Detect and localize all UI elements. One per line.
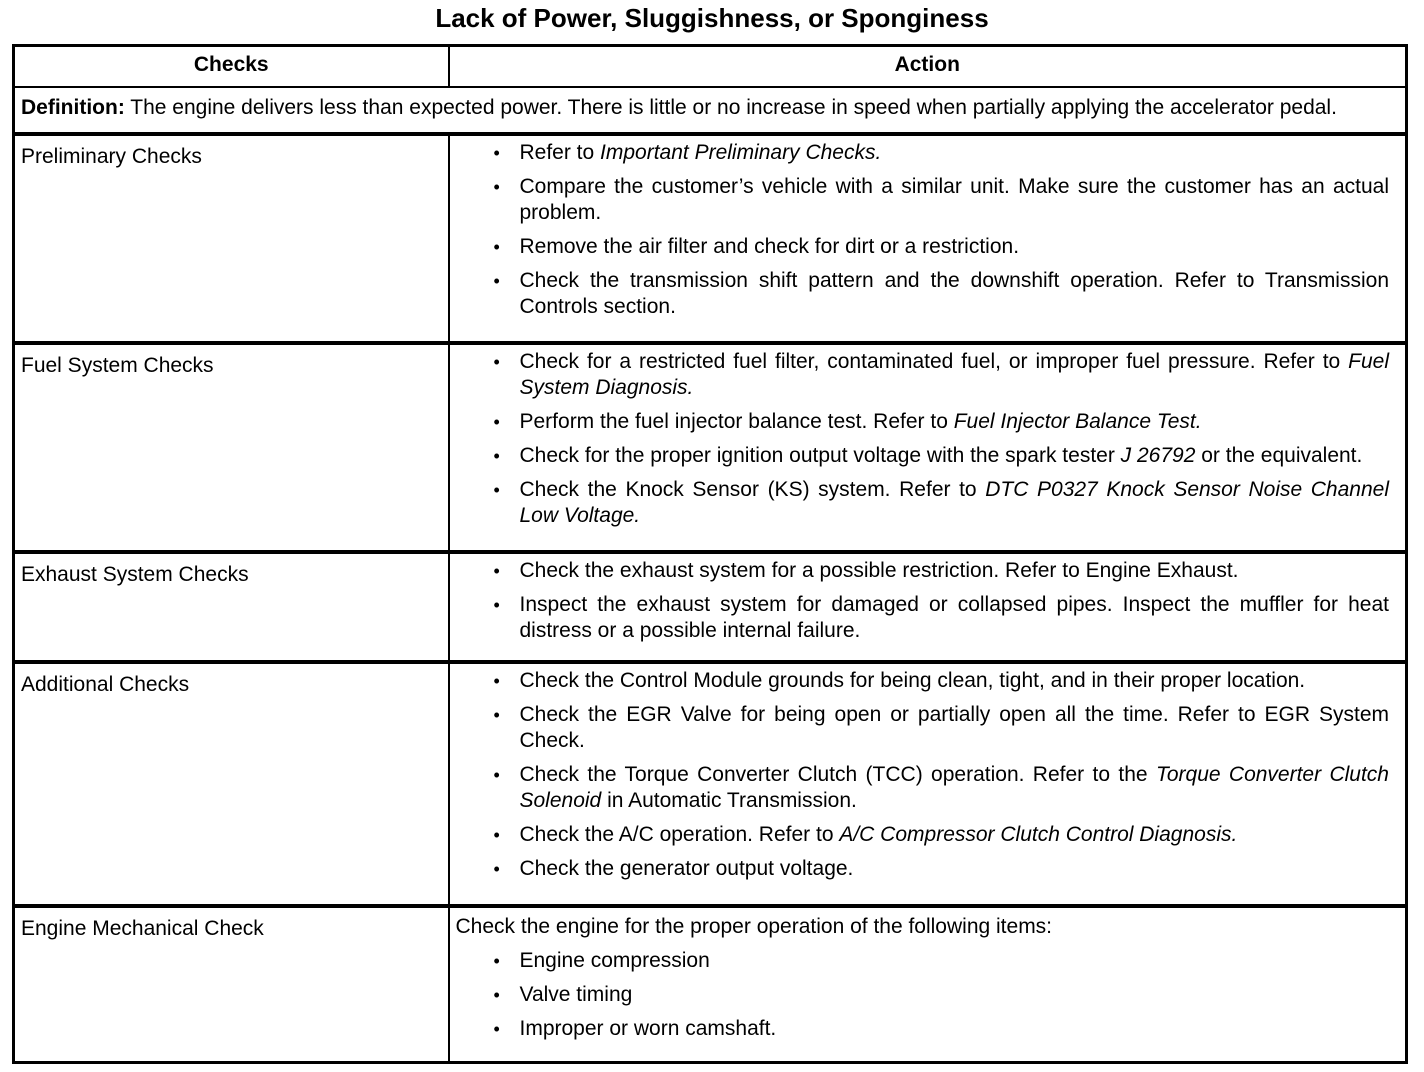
action-text: Remove the air filter and check for dirt or a restriction. [519, 234, 1020, 258]
header-row [14, 46, 1407, 88]
action-item [456, 592, 1390, 644]
action-lead-text: Check the engine for the proper operation of the following items: [455, 915, 1053, 939]
action-list [456, 668, 1390, 882]
action-item [456, 174, 1390, 226]
action-text: or the equivalent. [1195, 443, 1363, 467]
bullet-icon: • [493, 236, 500, 257]
action-list [456, 349, 1390, 529]
check-name-cell: Fuel System Checks [14, 343, 449, 552]
action-list [456, 140, 1390, 320]
action-cell [449, 343, 1407, 552]
action-item [456, 822, 1390, 848]
action-item [456, 762, 1390, 814]
action-text: Check the transmission shift pattern and the downshift operation. Refer to Transmission Controls section. [519, 268, 1389, 318]
bullet-icon: • [493, 951, 500, 972]
bullet-icon: • [493, 1019, 500, 1040]
reference-text: DTC P0327 Knock Sensor Noise Channel Low Voltage. [519, 477, 1389, 527]
reference-text: A/C Compressor Clutch Control Diagnosis. [839, 823, 1238, 847]
bullet-icon: • [493, 270, 500, 291]
document-title: Lack of Power, Sluggishness, or Sponginess [435, 3, 989, 33]
action-cell [449, 134, 1407, 343]
action-item [456, 1016, 1390, 1042]
action-text: Check for the proper ignition output voltage with the spark tester [519, 443, 1121, 467]
diagnosis-table [12, 44, 1408, 1064]
action-item [456, 443, 1390, 469]
action-text: Check the exhaust system for a possible restriction. Refer to Engine Exhaust. [519, 558, 1239, 582]
bullet-icon: • [493, 825, 500, 846]
action-text: Check the Knock Sensor (KS) system. Refer to [519, 477, 986, 501]
action-item [456, 948, 1390, 974]
bullet-icon: • [493, 765, 500, 786]
section-row [14, 343, 1407, 552]
action-text: Valve timing [519, 983, 633, 1007]
bullet-icon: • [493, 176, 500, 197]
action-cell [449, 906, 1407, 1062]
definition-row [14, 87, 1407, 134]
action-item [456, 234, 1390, 260]
reference-text: Fuel System Diagnosis. [519, 349, 1389, 399]
action-item [456, 268, 1390, 320]
action-text: Check the A/C operation. Refer to [519, 823, 840, 847]
action-text: Check the Torque Converter Clutch (TCC) operation. Refer to the [519, 763, 1156, 787]
action-item [456, 409, 1390, 435]
reference-text: J 26792 [1120, 443, 1196, 467]
bullet-icon: • [493, 859, 500, 880]
bullet-icon: • [493, 445, 500, 466]
action-text: Check the Control Module grounds for being clean, tight, and in their proper location. [519, 669, 1306, 693]
definition-label: Definition: [21, 96, 125, 119]
reference-text: Torque Converter Clutch Solenoid [519, 763, 1389, 813]
table-body [14, 87, 1407, 1063]
action-item [456, 558, 1390, 584]
bullet-icon: • [493, 560, 500, 581]
action-text: Compare the customer’s vehicle with a similar unit. Make sure the customer has an actual problem. [519, 174, 1389, 224]
checks-column-header: Checks [14, 46, 449, 88]
action-item [456, 140, 1390, 166]
action-item [456, 856, 1390, 882]
action-item [456, 702, 1390, 754]
bullet-icon: • [493, 142, 500, 163]
bullet-icon: • [493, 671, 500, 692]
action-text: Inspect the exhaust system for damaged or collapsed pipes. Inspect the muffler for heat distress or a possible internal failure. [519, 592, 1389, 642]
action-text: Check the generator output voltage. [519, 857, 854, 881]
action-column-header: Action [449, 46, 1407, 88]
bullet-icon: • [493, 594, 500, 615]
check-name-cell: Exhaust System Checks [14, 552, 449, 663]
action-text: Refer to [519, 140, 601, 164]
action-item [456, 668, 1390, 694]
reference-text: Fuel Injector Balance Test. [953, 409, 1202, 433]
definition-cell [14, 87, 1407, 134]
bullet-icon: • [493, 479, 500, 500]
action-text: Engine compression [519, 949, 710, 973]
action-list [456, 558, 1390, 644]
action-cell [449, 552, 1407, 663]
action-item [456, 349, 1390, 401]
definition-text: The engine delivers less than expected power. There is little or no increase in speed when partially applying the accelerator pedal. [124, 96, 1337, 119]
section-row [14, 134, 1407, 343]
reference-text: Important Preliminary Checks. [600, 140, 882, 164]
action-text: in Automatic Transmission. [601, 789, 857, 813]
bullet-icon: • [493, 705, 500, 726]
section-row [14, 552, 1407, 663]
bullet-icon: • [493, 411, 500, 432]
check-name-cell: Preliminary Checks [14, 134, 449, 343]
action-item [456, 477, 1390, 529]
action-text: Improper or worn camshaft. [519, 1017, 777, 1041]
section-row [14, 662, 1407, 906]
check-name-cell: Additional Checks [14, 662, 449, 906]
action-list [456, 948, 1390, 1042]
action-item [456, 982, 1390, 1008]
action-text: Check for a restricted fuel filter, contaminated fuel, or improper fuel pressure. Refer to [519, 349, 1349, 373]
action-text: Perform the fuel injector balance test. Refer to [519, 409, 954, 433]
action-text: Check the EGR Valve for being open or partially open all the time. Refer to EGR System Check. [519, 703, 1389, 753]
section-row [14, 906, 1407, 1062]
bullet-icon: • [493, 985, 500, 1006]
check-name-cell: Engine Mechanical Check [14, 906, 449, 1062]
action-cell [449, 662, 1407, 906]
bullet-icon: • [493, 351, 500, 372]
